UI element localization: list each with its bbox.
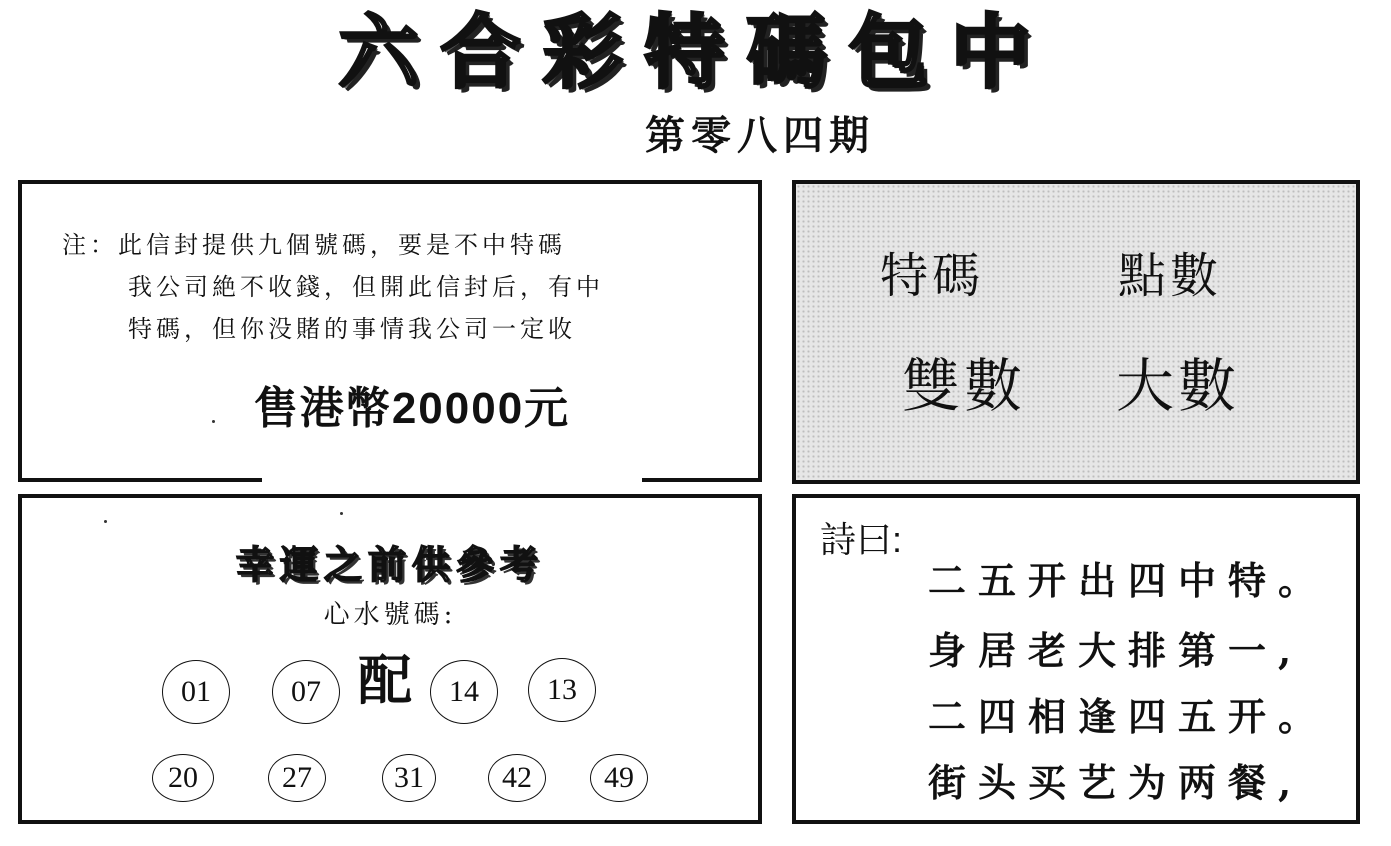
notice-line: 特碼，但你没賭的事情我公司一定收 (128, 315, 576, 343)
lucky-subtitle: 心水號碼: (323, 600, 457, 630)
notice-line: 注：此信封提供九個號碼，要是不中特碼 (62, 231, 566, 259)
price-amount: 20000 (391, 384, 525, 433)
lucky-number: 07 (272, 660, 340, 724)
scan-speck (104, 520, 107, 523)
lucky-number: 49 (590, 754, 648, 802)
notice-panel (18, 180, 762, 482)
scan-speck (340, 512, 343, 515)
lucky-number: 01 (162, 660, 230, 724)
poem-line: 街头买艺为两餐, (928, 760, 1304, 805)
page-title: 六合彩特碼包中 (338, 5, 1053, 99)
notice-text (62, 224, 702, 350)
lucky-number: 27 (268, 754, 326, 802)
stats-label-special: 特碼 (880, 248, 985, 304)
notice-border-segment (642, 478, 762, 482)
poem-line: 二四相逢四五开。 (928, 694, 1329, 739)
lucky-number: 14 (430, 660, 498, 724)
price-prefix: 售港幣 (253, 383, 392, 434)
lucky-title: 幸運之前供參考 (235, 542, 544, 587)
notice-line: 我公司絶不收錢，但開此信封后，有中 (128, 273, 604, 301)
poem-line: 身居老大排第一, (928, 628, 1304, 673)
pair-mark: 配 (358, 648, 412, 712)
poem-panel (792, 494, 1360, 824)
lucky-number: 13 (528, 658, 596, 722)
lucky-number: 20 (152, 754, 214, 802)
notice-border-segment (18, 478, 262, 482)
poem-line: 二五开出四中特。 (928, 558, 1329, 603)
price (212, 372, 612, 436)
lucky-number: 31 (382, 754, 436, 802)
lucky-number: 42 (488, 754, 546, 802)
stats-value-parity: 雙數 (902, 352, 1027, 420)
poem-label: 詩曰: (820, 519, 903, 560)
scan-speck (212, 420, 215, 423)
price-unit: 元 (524, 383, 571, 434)
stats-label-points: 點數 (1118, 248, 1223, 304)
issue-number: 第零八四期 (645, 112, 875, 159)
lucky-numbers-panel (18, 494, 762, 824)
stats-panel (792, 180, 1360, 484)
stats-value-size: 大數 (1116, 352, 1241, 420)
